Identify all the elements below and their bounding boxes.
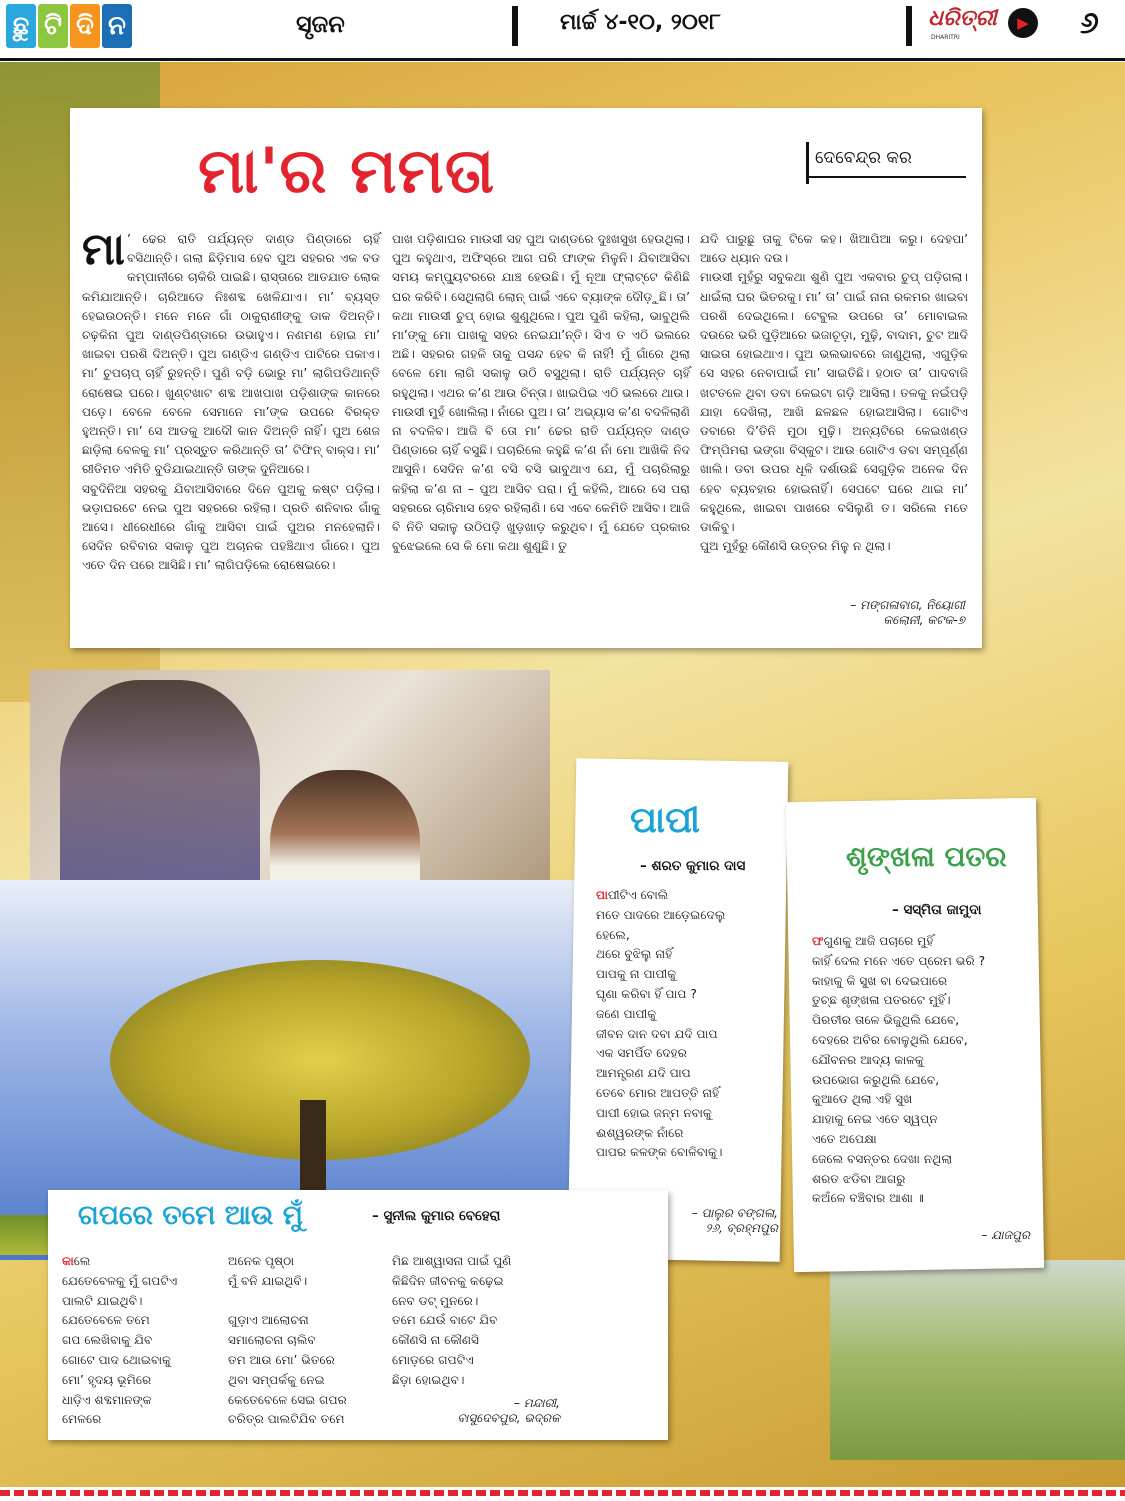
field-image: [830, 1260, 1125, 1460]
play-icon: ▶: [1008, 8, 1038, 38]
story-author: ଦେବେନ୍ଦ୍ର କର: [815, 148, 912, 168]
poem-body: [596, 886, 786, 1163]
poem-place: – ଯାଜପୁର: [981, 1228, 1030, 1242]
poem-place: – ପାଲୁର ବଙ୍ଗଳା, ୨୬, ବ୍ରହ୍ମପୁର: [691, 1206, 778, 1235]
issue-date: ମାର୍ଚ୍ଚ ୪-୧୦, ୨୦୧୮: [560, 10, 721, 35]
poem-text: ଗୁଣକୁ ଆଜି ପଚାରେ ମୁହିଁ କାହିଁ ଦେଲ ମନେ ଏତେ ପ୍ରେମ ଭରି ? କାହାକୁ କି ସୁଖ ବା ଦେଇପାରେ ତୁଚ୍ଛ ଶୃଙ୍ଖଳା ପତରଟେ ମୁହିଁ। ପିରତୀର ତାଳେ ଭିଜୁଥିଲି ଯେବେ, ଦେହରେ ଅବିର ବୋଳୁଥିଲି ଯେବେ, ଯୌବନର ଆଦ୍ୟ କାଳକୁ ଉପଭୋଗ କରୁଥିଲି ଯେବେ, କୁଆଡେ ଥିଲା ଏହି ସୁଖ ଯାହାକୁ ନେଇ ଏତେ ସ୍ୱପ୍ନ ଏତେ ଅପେକ୍ଷା ଜେଲେ ବସନ୍ତର ଦେଖା ନଥିଲା ଶରତ ଝଡିବା ଆଗରୁ କଅଁଳେ ବଞ୍ଚିବାର ଆଶା ॥: [812, 934, 986, 1206]
poem-body: [812, 932, 1037, 1209]
divider: [906, 6, 912, 46]
story-text: ’ ଢେର ରାତି ପର୍ଯ୍ୟନ୍ତ ଦାଣ୍ଡ ପିଣ୍ଡାରେ ଚାହିଁ ବସିଥାନ୍ତି। ଗଲା ଛିଡ଼ିମାସ ହେବ ପୁଅ ସହରର ଏକ ବଡ କମ୍ପାନୀରେ ଚାକିରି ପାଇଛି। ରାସ୍ତାରେ ଆତଯାତ ଲୋକ କମିଯାଆନ୍ତି। ଚାରିଆଡେ ନିଃଶବ୍ଦ ଖେଳିଯାଏ। ମା’ ବ୍ୟସ୍ତ ହେଇଉଠନ୍ତି। ମନେ ମନେ ଗାଁ ଠାକୁରାଣୀଙ୍କୁ ଡାକ ଦିଅନ୍ତି। ଚଢ଼କିନା ପୁଅ ଦାଣ୍ଡପିଣ୍ଡାରେ ଉଭାହୁଏ। ନଣମଣ ହୋଇ ମା’ ଖାଇବା ପରଶି ଦିଅନ୍ତି। ପୁଅ ଗଣ୍ଡିଏ ଗଣ୍ଡିଏ ପାଟିରେ ପକାଏ। ମା’ ଚୁପଚାପ୍ ଚାହିଁ ରୁହନ୍ତି। ପୁଣି ବଡ଼ି ଭୋରୁ ମା’ ଲାଗିପଡିଥାନ୍ତି ରୋଷେଇ ଘରେ। ଖୁଣ୍ଟଖାଟ ଶବ୍ଦ ଆଖପାଖ ପଡ଼ିଶାଙ୍କ କାନରେ ପଡ଼େ। ବେଳେ ବେଳେ ସେମାନେ ମା’ଙ୍କ ଉପରେ ବିରକ୍ତ ହୁଅନ୍ତି। ମା’ ସେ ଆଡକୁ ଆଦୌ କାନ ଦିଅନ୍ତି ନାହିଁ। ପୁଅ ଶେଜ ଛାଡ଼ିଲା ବେଳକୁ ମା’ ପ୍ରସ୍ତୁତ କରିଥାନ୍ତି ତା’ ଟିଫିନ୍ ବାକ୍ସ। ମା’ ରୀତିମତ ଏମିତି ବୁଡିଯାଇଥାନ୍ତି ତାଙ୍କ ଦୁନିଆରେ। ସବୁଦିନିଆ ସହରକୁ ଯିବାଆସିବାରେ ଦିନେ ପୁଅକୁ କଷ୍ଟ ପଡ଼ିଲା। ଭଡ଼ାଘରଟେ ନେଇ ପୁଅ ସହରରେ ରହିଲା। ପ୍ରତି ଶନିବାର ଗାଁକୁ ଆସେ। ଧୀରେଧୀରେ ଗାଁକୁ ଆସିବା ପାଇଁ ପୁଅର ମନହେଲାନି। ସେଦିନ ରବିବାର ସକାଳୁ ପୁଅ ଅଚାନକ ପହଞ୍ଚିଥାଏ ଗାଁରେ। ପୁଅ ଏତେ ଦିନ ପରେ ଆସିଛି। ମା’ ଲାଗିପଡ଼ିଲେ ରୋଷେଇରେ।: [82, 232, 380, 573]
story-place: – ମଙ୍ଗଳାବାଗ, ନିୟୋଗୀ କଲୋନୀ, କଟକ-୭: [850, 598, 965, 627]
poem-place: – ମନ୍ଦାରୀ, ବାସୁଦେବପୁର, ଭଦ୍ରକ: [457, 1396, 560, 1425]
poem-column-3: ମିଛ ଆଶ୍ୱାସନା ପାଇଁ ପୁଣି କିଛିଦିନ ଜୀବନକୁ କଢ଼େଇ ନେବ ଡଟ୍ ମୁନରେ। ତମେ ଯେଉଁ ବାଟେ ଯିବ କୌଣସି ନା କୌଣସି ମୋଡ଼ରେ ଗପଟିଏ ଛିଡ଼ା ହୋଇଥିବ।: [392, 1254, 512, 1387]
story-column-2: [392, 230, 690, 556]
poem-text: ଲେ ଯେତେବେଳକୁ ମୁଁ ଗପଟିଏ ପାଲଟି ଯାଇଥିବି। ଯେତେବେଳେ ତମେ ଗପ ଲେଖିବାକୁ ଯିବ ଗୋଟେ ପାଦ ଥୋଇବାକୁ ମୋ’ ହୃଦୟ ଭୂମିରେ ଧାଡ଼ିଏ ଶବ୍ଦମାନଙ୍କ ମେଳରେ: [62, 1254, 178, 1427]
logo-letter: ଟି: [38, 4, 68, 48]
poem-author: – ସସ୍ମିତା ଜାମୁଦା: [892, 902, 982, 918]
poem-initial: କା: [62, 1254, 74, 1268]
poem-title: ପାପୀ: [630, 800, 700, 841]
brand-subtitle: DHARITRI: [931, 34, 960, 41]
story-text: ଯଦି ପାରୁଛୁ ତାକୁ ଟିକେ କହ। ଖିଆପିଆ କରୁ। ଦେହପା’ ଆଡେ ଧ୍ୟାନ ଦଉ। ମାଉସୀ ମୁହଁରୁ ସବୁକଥା ଶୁଣି ପୁଅ ଏକବାର ଚୁପ୍ ପଡ଼ିଗଲା। ଧାଇଁଲା ଘର ଭିତରକୁ। ମା’ ତା’ ପାଇଁ ନାନା ରକମର ଖାଇବା ପରଶି ଦେଇଥିଲେ। ଟେବୁଲ ଉପରେ ତା’ ମୋବାଇଲ ଦଉରେ ଭରି ପୁଡ଼ିଆରେ ଭଜାଚୂଡ଼ା, ମୁଢ଼ି, ବାଦାମ, ଚୁଟ ଆଦି ସାଇତା ହୋଇଥାଏ। ପୁଅ ଭଲଭାବରେ ଜାଣୁଥିଲା, ଏଗୁଡ଼ିକ ସେ ସହର ନେବାପାଇଁ ମା’ ସାଇତିଛି। ହଠାତ ତା’ ପାଦବାଜି ଖଟତଳେ ଥିବା ଡବା କେଇଟା ଗଡ଼ି ଆସିଲା। ତଳକୁ ନଇଁପଡ଼ି ଯାହା ଦେଖିଲା, ଆଖି ଛଳଛଳ ହୋଇଆସିଲା। ଗୋଟିଏ ଡବାରେ ଦି’ତିନି ମୁଠା ମୁଢ଼ି। ଅନ୍ୟଟିରେ କେଇଖଣ୍ଡ ଫିମ୍ପିମରା ଭଙ୍ଗା ବିସ୍କୁଟ। ଆଉ ଗୋଟିଏ ଡବା ସମ୍ପୂର୍ଣ୍ଣ ଖାଲି। ଡବା ଉପର ଧୂଳି ଦର୍ଶାଉଛି ସେଗୁଡ଼ିକ ଅନେକ ଦିନ ହେବ ବ୍ୟବହାର ହୋଇନାହିଁ। ସେପଟେ ଘରେ ଥାଇ ମା’ କହୁଥିଲେ, ଖାଇବା ପାଖରେ ବସିଲୁଣି ତ। ସରିଲେ ମତେ ଡାକିବୁ। ପୁଅ ମୁହଁରୁ କୌଣସି ଉତ୍ତର ମିଳୁ ନ ଥିଲା।: [700, 232, 968, 554]
footer-rule: [0, 1490, 1125, 1496]
story-text: ପାଖ ପଡ଼ିଶାଘର ମାଉସୀ ସହ ପୁଅ ଦାଣ୍ଡରେ ଦୁଃଖସୁଖ ହେଉଥିଲା। ପୁଅ କହୁଥାଏ, ଅଫିସ୍‌ରେ ଆଗ ପରି ଫାଙ୍କ ମିଳୁନି। ଯିବାଆସିବା ସମୟ କମ୍ପ୍ୟୁଟରରେ ଯାଞ୍ଚ ହେଉଛି। ମୁଁ ନୂଆ ଫ୍ଲାଟ୍‌ଟେ କିଣିଛି ଘର କରିବି। ସେଥିଲାଗି ଲୋନ୍ ପାଇଁ ଏବେ ବ୍ୟାଙ୍କ ଦୌଡ଼ୁଛି। ତା’ କଥା ମାଉସୀ ଚୁପ୍ ହୋଇ ଶୁଣୁଥିଲେ। ପୁଅ ପୁଣି କହିଲା, ଭାବୁଥିଲି ମା’ଙ୍କୁ ମୋ ପାଖକୁ ସହର ନେଇଯା’ନ୍ତି। ସିଏ ତ ଏଠି ଭଲରେ ଅଛି। ସହରର ଗହଳି ତାକୁ ପସନ୍ଦ ହେବ କି ନାହିଁ! ମୁଁ ଗାଁରେ ଥିଲା ବେଳେ ମୋ ଲାଗି ସକାଳୁ ଉଠି ବସୁଥିଲା। ରାତି ପର୍ଯ୍ୟନ୍ତ ଚାହିଁ ରହୁଥିଲା। ଏଥର କ’ଣ ଆଉ ଚିନ୍ତା। ଖାଇପିଇ ଏଠି ଭଲରେ ଥାଉ। ମାଉସୀ ମୁହଁ ଖୋଲିଲା। ନାଁରେ ପୁଅ। ତା’ ଅଭ୍ୟାସ କ’ଣ ବଦଳିଲାଣି ନା ବଦଳିବ। ଆଜି ବି ତୋ ମା’ ଢେର ରାତି ପର୍ଯ୍ୟନ୍ତ ଦାଣ୍ଡ ପିଣ୍ଡାରେ ଚାହିଁ ବସୁଛି। ପଚାରିଲେ କହୁଛି କ’ଣ ନାଁ ମୋ ଆଖିକି ନିଦ ଆସୁନି। ସେଦିନ କ’ଣ ବସି ବସି ଭାବୁଥାଏ ଯେ, ମୁଁ ପଚାରିଲାରୁ କହିଲା କ’ଣ ନା – ପୁଅ ଆସିବ ପରା। ମୁଁ କହିଲି, ଆରେ ସେ ପରା ସହରରେ ଚାରିମାସ ହେବ ରହିଲାଣି। ସେ ଏବେ କେମିତି ଆସିବ। ଆଜି ବି ନିତି ସକାଳୁ ଉଠିପଡ଼ି ଖୁଡ଼ଖାଡ଼ କରୁଥିବ। ମୁଁ ଯେତେ ପ୍ରକାର ବୁଝେଇଲେ ସେ କି ମୋ କଥା ଶୁଣୁଛି। ତୁ: [392, 232, 690, 554]
mother-figure: [60, 680, 260, 910]
page-number: ୬: [1080, 6, 1099, 41]
poem-column-2: ଅନେକ ପୃଷ୍ଠା ମୁଁ ବନି ଯାଇଥିବି। ଗୁଡ଼ାଏ ଆଲୋଚନା ସମାଲୋଚନା ଚାଲିବ ତମ ଆଉ ମୋ’ ଭିତରେ ଥିବା ସମ୍ପର୍କକୁ ନେଇ କେତେବେଳେ ସେଇ ଗପର ଚରିତ୍ର ପାଲଟିଯିବ ତମେ: [228, 1254, 347, 1427]
story-column-3: [700, 230, 968, 556]
poem-author: – ସୁନୀଲ କୁମାର ବେହେରା: [372, 1208, 501, 1224]
story-title: ମା'ର ମମତା: [198, 134, 496, 207]
poem-author: – ଶରତ କୁମାର ଦାସ: [640, 858, 746, 874]
poem-column-1: [62, 1252, 222, 1430]
poem-title: ଗପରେ ତମେ ଆଉ ମୁଁ: [78, 1200, 303, 1231]
logo-letter: ଦି: [70, 4, 100, 48]
poem-initial: ପା: [596, 888, 608, 902]
logo-letter: ଛୁ: [6, 4, 36, 48]
author-underline: [806, 176, 966, 178]
logo-letter: ନ: [102, 4, 132, 48]
header-rule: [0, 58, 1125, 61]
drop-cap: ମା: [82, 224, 125, 275]
story-column-1: [82, 224, 380, 576]
section-name: ସୃଜନ: [296, 10, 345, 38]
divider: [512, 6, 518, 46]
poem-title: ଶୃଙ୍ଖଳା ପତର: [846, 840, 1007, 873]
poem-initial: ଫ: [812, 934, 824, 948]
publication-logo: [6, 4, 132, 48]
poem-text: ପୀଟିଏ ବୋଲି ମତେ ପାଦରେ ଆଡ଼େଇଦେଲୁ ହେଲେ, ଥରେ ବୁଝିଲୁ ନାହିଁ ପାପକୁ ନା ପାପୀକୁ ଘୃଣା କରିବା ହିଁ ପାପ ? ଜଣେ ପାପୀକୁ ଜୀବନ ଦାନ ଦବା ଯଦି ପାପ ଏକ ସମର୍ପିତ ଦେହର ଆମନ୍ତ୍ରଣ ଯଦି ପାପ ତେବେ ମୋର ଆପତ୍ତି ନାହିଁ ପାପୀ ହୋଇ ଜନ୍ମ ନବାକୁ ଈଶ୍ୱରଙ୍କ ନାଁରେ ପାପର କଳଙ୍କ ବୋଳିବାକୁ।: [596, 888, 726, 1160]
page-header: [0, 0, 1125, 62]
brand-logo: ଧରିତ୍ରୀ: [928, 6, 997, 31]
